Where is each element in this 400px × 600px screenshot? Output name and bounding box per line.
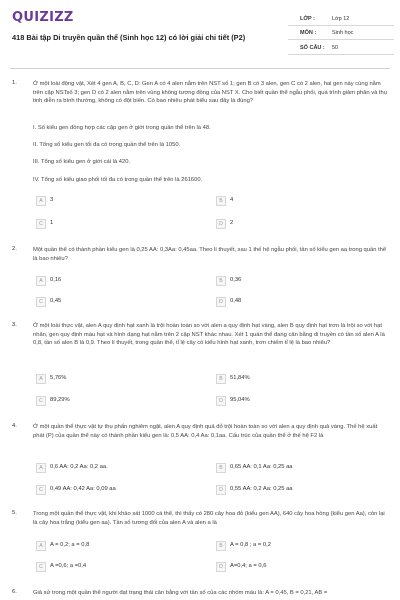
option-a[interactable] (36, 374, 206, 385)
option-text: A = 0,8 ; a = 0,2 (230, 542, 271, 548)
question-text: Ở một loài thực vật, alen A quy định hạt xanh là trội hoàn toàn so với alen a quy định hạt vàng, alen B quy định hạt trơn là trội so với hạt nhăn, gen quy định màu hạt và hình dạng hạt nằm trên 2 cặp NST khác nhau. Xét 1 quần thể đang cân bằng di truyền có tần số alen A là 0,8, tần số alen B là 0,9. Theo lí thuyết, trong quần thể, tỉ lệ cây có kiểu hình hạt xanh, trơn chiếm tỉ lệ là bao nhiêu? (33, 323, 385, 346)
option-b[interactable] (216, 276, 386, 287)
question-number: 2. (12, 246, 17, 252)
option-letter: B (216, 541, 226, 551)
option-letter: C (36, 219, 46, 229)
option-letter: C (36, 396, 46, 406)
option-c[interactable] (36, 219, 206, 230)
question-number: 1. (12, 80, 17, 86)
quizizz-logo: QUIZIZZ (12, 10, 74, 25)
option-c[interactable] (36, 485, 206, 496)
option-letter: C (36, 485, 46, 495)
question-text: Một quần thể có thành phần kiểu gen là 0,25 AA: 0,3Aa: 0,45aa. Theo lí thuyết, sau 1 thế hệ ngẫu phối, tần số kiểu gen aa trong quần thể là bao nhiêu? (33, 247, 387, 262)
meta-divider (288, 54, 394, 55)
option-letter: A (36, 276, 46, 286)
option-d[interactable] (216, 485, 386, 496)
option-text: A = 0,2; a = 0,8 (50, 542, 90, 548)
option-letter: A (36, 374, 46, 384)
option-d[interactable] (216, 396, 386, 407)
option-b[interactable] (216, 463, 386, 474)
meta-value: Sinh học (332, 30, 354, 36)
option-text: 3 (50, 197, 54, 203)
meta-value: Lớp 12 (332, 16, 350, 22)
document-title: 418 Bài tập Di truyền quần thể (Sinh học 12) có lời giải chi tiết (P2) (12, 33, 246, 42)
option-letter: A (36, 196, 46, 206)
meta-divider (288, 25, 394, 26)
question-number: 3. (12, 322, 17, 328)
option-d[interactable] (216, 297, 386, 308)
option-text: 0,65 AA: 0,1 Aa: 0,25 aa (230, 464, 293, 470)
option-text: 0,6 AA: 0,2 Aa: 0,2 aa. (50, 464, 108, 470)
option-d[interactable] (216, 219, 386, 230)
option-b[interactable] (216, 196, 386, 207)
meta-value: 50 (332, 45, 339, 51)
option-letter: C (36, 297, 46, 307)
option-text: 4 (230, 197, 234, 203)
option-text: 89,29% (50, 397, 70, 403)
option-d[interactable] (216, 562, 386, 573)
question-number: 6. (12, 589, 17, 595)
header-divider (10, 68, 390, 69)
option-letter: B (216, 463, 226, 473)
meta-key: LỚP : (300, 16, 315, 22)
option-letter: D (216, 562, 226, 572)
option-c[interactable] (36, 396, 206, 407)
option-text: 95,04% (230, 397, 250, 403)
statement: II. Tổng số kiểu gen tối đa có trong quần thể trên là 1050. (33, 142, 181, 148)
option-a[interactable] (36, 196, 206, 207)
option-a[interactable] (36, 276, 206, 287)
question-text: Giả sử trong một quần thể người đạt trạng thái cân bằng với tần số của các nhóm máu là: A = 0,45, B = 0,21, AB = (33, 590, 328, 596)
option-text: 2 (230, 220, 234, 226)
statement: IV. Tổng số kiểu giao phối tối đa có trong quần thể trên là 261600. (33, 177, 203, 183)
option-text: 51,84% (230, 375, 250, 381)
question-text: Ở một quần thể thực vật tự thụ phấn nghiêm ngặt, alen A quy định quả đỏ trội hoàn toàn so với alen a quy định quả vàng. Thế hệ xuất phát (P) của quần thể này có thành phần kiểu gen là: 0,5 AA: 0,4 Aa: 0,1aa. Cấu trúc của quần thể ở thế hệ F2 là (33, 424, 378, 439)
option-text: 0,48 (230, 298, 242, 304)
option-text: 0,45 (50, 298, 62, 304)
option-letter: A (36, 541, 46, 551)
option-letter: D (216, 485, 226, 495)
option-letter: B (216, 374, 226, 384)
document-header (0, 0, 400, 66)
option-a[interactable] (36, 463, 206, 474)
question-number: 5. (12, 510, 17, 516)
option-text: 0,55 AA: 0,2 Aa: 0,25 aa (230, 486, 293, 492)
option-text: A=0,4; a = 0,6 (230, 563, 267, 569)
option-letter: C (36, 562, 46, 572)
meta-key: MÔN : (300, 30, 317, 36)
option-b[interactable] (216, 541, 386, 552)
option-letter: D (216, 219, 226, 229)
question-text: Ở một loài động vật, Xét 4 gen A, B, C, D: Gen A có 4 alen nằm trên NST số 1; gen B có 3 alen, gen C có 2 alen, hai gen này cùng nằm trên cặp NSTsố 3; gen D có 2 alen nằm trên vùng không tương đồng của NST X. Cho biết quần thể ngẫu phối, quá trình giảm phân và thụ tinh diễn ra bình thường, không có đột biến. Có bao nhiêu phát biểu sau đây là đúng? (33, 81, 388, 104)
meta-key: SỐ CÂU : (300, 45, 325, 51)
option-text: 0,16 (50, 277, 62, 283)
option-text: A =0,6; a =0,4 (50, 563, 87, 569)
option-a[interactable] (36, 541, 206, 552)
option-letter: A (36, 463, 46, 473)
option-letter: B (216, 276, 226, 286)
option-letter: D (216, 396, 226, 406)
option-c[interactable] (36, 297, 206, 308)
option-c[interactable] (36, 562, 206, 573)
question-text: Trong một quần thể thực vật, khi khảo sát 1000 cá thể, thì thấy có 280 cây hoa đỏ (kiểu gen AA), 640 cây hoa hồng (kiểu gen Aa), còn lại là cây hoa trắng (kiểu gen aa). Tần số tương đối của alen A và alen a là (33, 511, 385, 526)
statement: I. Số kiểu gen đồng hợp các cặp gen ở giới trong quần thể trên là 48. (33, 125, 211, 131)
meta-divider (288, 39, 394, 40)
option-letter: B (216, 196, 226, 206)
option-text: 0,36 (230, 277, 242, 283)
option-text: 5,76% (50, 375, 67, 381)
option-text: 0,49 AA: 0,42 Aa: 0,09 aa (50, 486, 116, 492)
option-b[interactable] (216, 374, 386, 385)
option-letter: D (216, 297, 226, 307)
question-number: 4. (12, 423, 17, 429)
statement: III. Tổng số kiểu gen ở giới cái là 420. (33, 159, 131, 165)
option-text: 1 (50, 220, 54, 226)
